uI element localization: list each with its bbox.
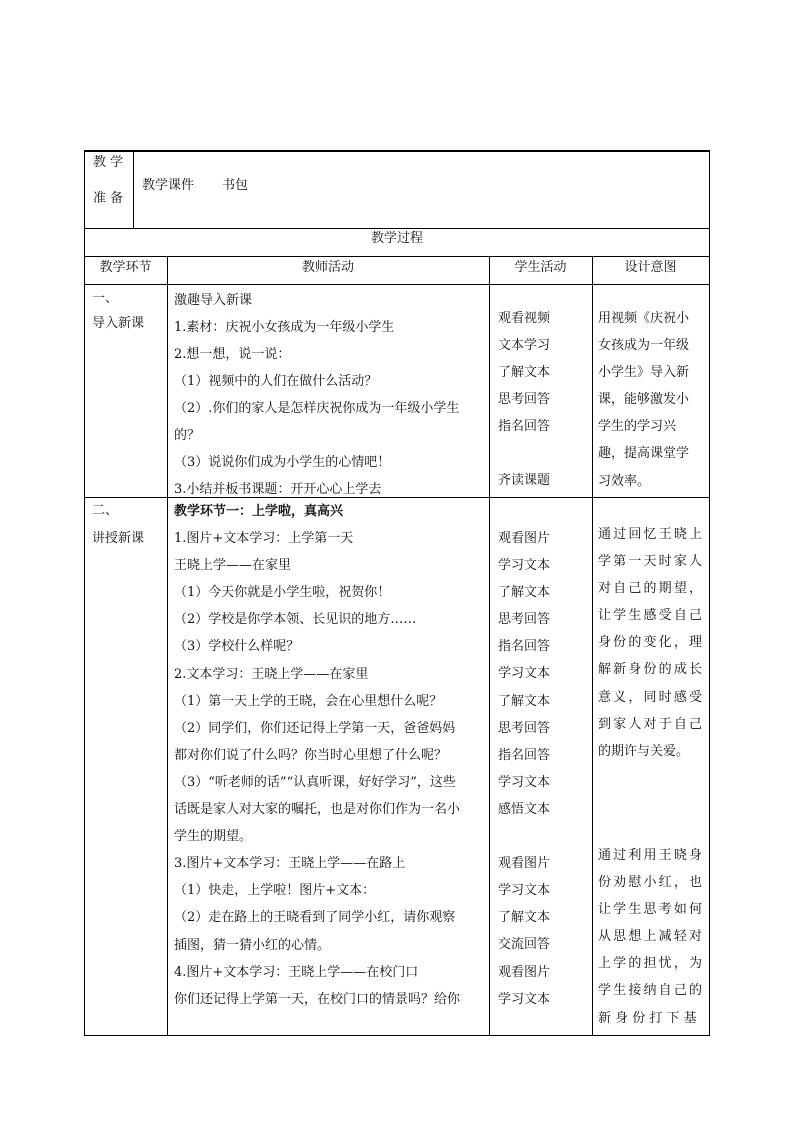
design-line: 上学的担忧，为 bbox=[598, 956, 702, 972]
design-line: 的期许与关爱。 bbox=[598, 743, 690, 759]
student-line: 指名回答 bbox=[498, 419, 551, 434]
teacher-line: （1）今天你就是小学生啦，祝贺你！ bbox=[174, 585, 391, 601]
teacher-line: （1）第一天上学的王晓，会在心里想什么呢？ bbox=[174, 693, 443, 709]
student-line: 观看图片 bbox=[498, 856, 551, 872]
student-line: 了解文本 bbox=[498, 365, 551, 380]
teacher-line: 的？ bbox=[174, 428, 201, 443]
table-top-border bbox=[84, 150, 710, 152]
header-stage: 教学环节 bbox=[99, 260, 152, 275]
design-line: 份劝慰小红，也 bbox=[598, 875, 702, 891]
section2-teacher-activities bbox=[174, 498, 486, 1013]
student-line: 了解文本 bbox=[498, 693, 551, 709]
design-line: 意义，同时感受 bbox=[598, 689, 702, 705]
teacher-line: （1）视频中的人们在做什么活动？ bbox=[174, 374, 378, 389]
student-line: 观看图片 bbox=[498, 964, 551, 980]
teacher-line: 1.素材：庆祝小女孩成为一年级小学生 bbox=[174, 320, 395, 335]
design-line: 对自己的期望， bbox=[598, 581, 702, 597]
section1-stage-num: 一、 bbox=[92, 291, 119, 306]
col-divider-teacher bbox=[489, 256, 490, 1036]
section1-teacher-activities bbox=[174, 287, 486, 503]
teacher-line: 4.图片+文本学习：王晓上学——在校门口 bbox=[174, 964, 419, 980]
design-line: 用视频《庆祝小 bbox=[598, 311, 690, 326]
section2-design-intent-a bbox=[598, 521, 702, 765]
student-line: 文本学习 bbox=[498, 338, 551, 353]
prep-label-top: 教 学 bbox=[93, 155, 124, 170]
teacher-line: 1.图片+文本学习：上学第一天 bbox=[174, 531, 354, 547]
design-line: 女孩成为一年级 bbox=[598, 338, 690, 354]
design-line: 从思想上减轻对 bbox=[598, 929, 702, 945]
teacher-line: （3）学校什么样呢？ bbox=[174, 639, 300, 655]
section1-student-activities bbox=[498, 305, 588, 494]
header-design: 设计意图 bbox=[624, 260, 677, 275]
teacher-line: 激趣导入新课 bbox=[174, 293, 253, 308]
prep-content-schoolbag: 书包 bbox=[222, 178, 249, 193]
teacher-line: 话既是家人对大家的嘱托，也是对你们作为一名小 bbox=[174, 802, 461, 818]
prep-content-courseware: 教学课件 bbox=[142, 178, 195, 193]
design-line: 学生的学习兴 bbox=[598, 419, 677, 435]
section2-stage-num: 二、 bbox=[92, 503, 119, 518]
student-line: 思考回答 bbox=[498, 612, 551, 628]
teacher-line: 2.想一想，说一说： bbox=[174, 347, 291, 362]
teacher-line: （2）同学们，你们还记得上学第一天，爸爸妈妈 bbox=[174, 720, 456, 736]
design-line: 身份的变化，理 bbox=[598, 635, 702, 651]
teacher-line: 你们还记得上学第一天，在校门口的情景吗？给你 bbox=[174, 991, 461, 1007]
table-bottom-border bbox=[84, 1035, 710, 1036]
student-line: 齐读课题 bbox=[498, 473, 551, 488]
student-line: 指名回答 bbox=[498, 639, 551, 655]
design-line: 通过回忆王晓上 bbox=[598, 527, 702, 542]
section1-stage-name: 导入新课 bbox=[92, 316, 145, 331]
section2-design-intent-b bbox=[598, 842, 702, 1032]
prep-row-bottom bbox=[84, 228, 710, 229]
design-line: 让学生思考如何 bbox=[598, 902, 702, 918]
student-line: 思考回答 bbox=[498, 392, 551, 407]
student-line: 观看图片 bbox=[498, 531, 551, 546]
design-line: 趣，提高课堂学 bbox=[598, 446, 690, 462]
design-line: 解新身份的成长 bbox=[598, 662, 702, 678]
student-line: 学习文本 bbox=[498, 774, 551, 790]
teacher-line: （2）.你们的家人是怎样庆祝你成为一年级小学生 bbox=[174, 401, 460, 416]
teacher-line: （3）“听老师的话”“认真听课，好好学习”，这些 bbox=[174, 774, 456, 790]
teacher-line: 2.文本学习：王晓上学——在家里 bbox=[174, 666, 369, 682]
student-line: 了解文本 bbox=[498, 585, 551, 601]
design-line: 新 身 份 打 下 基 bbox=[598, 1010, 697, 1026]
design-line: 通过利用王晓身 bbox=[598, 848, 702, 863]
design-line: 课，能够激发小 bbox=[598, 392, 690, 408]
design-line: 到家人对于自己 bbox=[598, 716, 702, 732]
student-line: 学习文本 bbox=[498, 991, 551, 1007]
design-line: 小学生》导入新 bbox=[598, 365, 690, 381]
student-line: 学习文本 bbox=[498, 883, 551, 899]
student-line: 交流回答 bbox=[498, 937, 551, 953]
student-line: 观看视频 bbox=[498, 311, 551, 326]
student-line: 思考回答 bbox=[498, 720, 551, 736]
design-line: 学第一天时家人 bbox=[598, 554, 702, 570]
teacher-line: 3.图片+文本学习：王晓上学——在路上 bbox=[174, 856, 406, 872]
table-right-border bbox=[709, 150, 710, 1036]
design-line: 习效率。 bbox=[598, 473, 651, 489]
student-line: 感悟文本 bbox=[498, 801, 551, 817]
design-line: 学生接纳自己的 bbox=[598, 983, 702, 999]
teacher-line: 都对你们说了什么吗？你当时心里想了什么呢？ bbox=[174, 747, 448, 763]
col-divider-student bbox=[592, 256, 593, 1036]
header-teacher: 教师活动 bbox=[301, 260, 354, 275]
teacher-line: 3.小结并板书课题：开开心心上学去 bbox=[174, 482, 382, 497]
process-title: 教学过程 bbox=[370, 231, 423, 246]
section2-student-activities bbox=[498, 525, 588, 1013]
prep-label-bottom: 准 备 bbox=[93, 191, 124, 206]
teacher-line: （2）学校是你学本领、长见识的地方…… bbox=[174, 612, 417, 628]
header-student: 学生活动 bbox=[514, 260, 567, 275]
student-line: 了解文本 bbox=[498, 910, 551, 926]
teacher-line: （3）说说你们成为小学生的心情吧！ bbox=[174, 455, 391, 470]
table-left-border bbox=[84, 150, 85, 1036]
design-line: 让学生感受自己 bbox=[598, 608, 702, 624]
section2-stage-name: 讲授新课 bbox=[92, 531, 145, 546]
teacher-line: 王晓上学——在家里 bbox=[174, 558, 292, 574]
teacher-line: （1）快走，上学啦！图片+文本： bbox=[174, 883, 376, 899]
student-line: 学习文本 bbox=[498, 666, 551, 682]
prep-divider bbox=[133, 150, 134, 229]
teacher-line: （2）走在路上的王晓看到了同学小红，请你观察 bbox=[174, 910, 456, 926]
teacher-line: 插图，猜一猜小红的心情。 bbox=[174, 937, 331, 953]
col-divider-stage bbox=[167, 256, 168, 1036]
student-line: 学习文本 bbox=[498, 558, 551, 574]
process-title-bottom bbox=[84, 256, 710, 257]
section1-design-intent bbox=[598, 305, 702, 495]
header-row-bottom bbox=[84, 284, 710, 285]
student-line: 指名回答 bbox=[498, 747, 551, 763]
teacher-line: 学生的期望。 bbox=[174, 829, 253, 845]
teacher-line-heading: 教学环节一：上学啦，真高兴 bbox=[174, 504, 344, 519]
